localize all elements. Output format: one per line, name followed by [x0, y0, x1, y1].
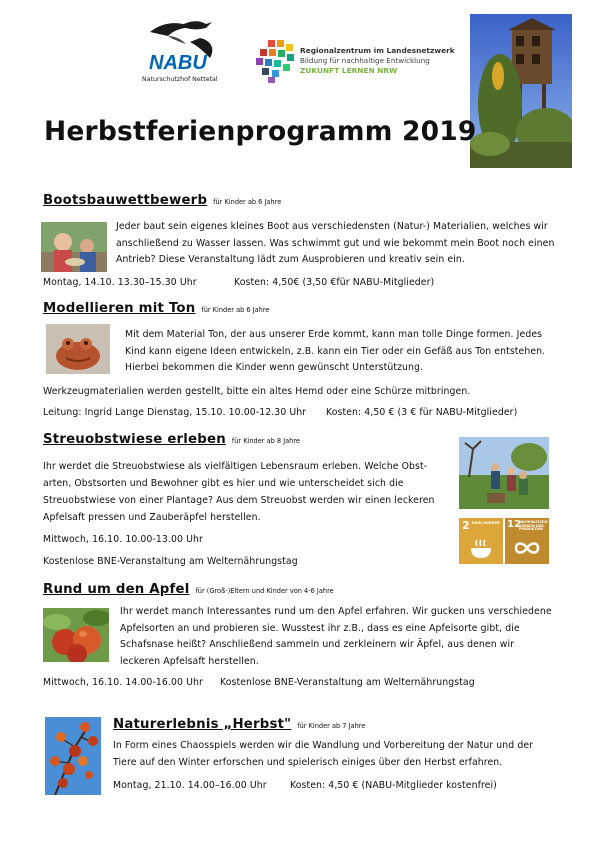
event-when: Mittwoch, 16.10. 14.00-16.00 Uhr: [43, 677, 203, 688]
infinity-icon: [513, 540, 541, 556]
event-when: Montag, 14.10. 13.30–15.30 Uhr: [43, 277, 197, 288]
mosaic-logo-icon: [254, 38, 298, 84]
event-audience: für (Groß-)Eltern und Kinder von 4-6 Jahre: [195, 587, 334, 595]
event-audience: für Kinder ab 6 Jahre: [213, 198, 282, 206]
page-title: Herbstferienprogramm 2019: [44, 116, 477, 147]
event-desc: Mit dem Material Ton, der aus unserer Erde kommt, kann man tolle Dinge formen. Jedes Kind kann eigene Ideen entwickeln, z.B. kann ein Tier oder ein Gefäß aus Ton entstehen. Hierbei bekommen die Kinder wenn gewünscht Unterstützung.: [125, 329, 546, 373]
event-cost: Kosten: 4,50 € (3 € für NABU-Mitglieder): [326, 407, 518, 418]
event-desc-line: Streuobstwiese von einer Plantage? Aus dem Streuobst werden wir einen leckeren: [43, 495, 435, 506]
bird-tower-photo: [470, 14, 572, 168]
event-audience: für Kinder ab 8 Jahre: [231, 437, 300, 445]
event-when: Montag, 21.10. 14.00–16.00 Uhr: [113, 780, 267, 791]
event-audience: für Kinder ab 7 Jahre: [297, 722, 366, 730]
event-when: Mittwoch, 16.10. 10.00-13.00 Uhr: [43, 534, 203, 545]
sdg-12-icon: [505, 518, 549, 564]
soup-bowl-icon: [469, 538, 493, 560]
sdg-number: 2: [462, 519, 470, 532]
rz-line-1: Regionalzentrum im Landesnetzwerk: [300, 46, 455, 55]
sdg-number: 12: [507, 519, 521, 530]
boat-children-photo: [41, 222, 107, 272]
event-desc: In Form eines Chaosspiels werden wir die Wandlung und Vorbereitung der Natur und der Tiere auf den Winter erforschen und spielerisch einiges über den Herbst erfahren.: [113, 740, 534, 768]
event-title-streuobstwiese: Streuobstwiese erleben für Kinder ab 8 Jahre: [43, 432, 300, 447]
sdg-label: KEIN HUNGER: [472, 521, 500, 525]
event-desc-line: Apfelsaft pressen und Zauberäpfel herstellen.: [43, 512, 261, 523]
clay-frog-photo: [46, 324, 110, 374]
event-title-ton: Modellieren mit Ton für Kinder ab 6 Jahre: [43, 301, 270, 316]
rz-line-3: ZUKUNFT LERNEN NRW: [300, 66, 398, 75]
event-title-apfel: Rund um den Apfel für (Groß-)Eltern und Kinder von 4-6 Jahre: [43, 582, 334, 597]
event-when: Leitung: Ingrid Lange Dienstag, 15.10. 10.00-12.30 Uhr: [43, 407, 307, 418]
orchard-group-photo: [459, 437, 549, 509]
event-cost: Kosten: 4,50€ (3,50 €für NABU-Mitglieder): [234, 277, 435, 288]
event-note: Werkzeugmaterialien werden gestellt, bitte ein altes Hemd oder eine Schürze mitbringen.: [43, 386, 471, 397]
event-cost: Kostenlose BNE-Veranstaltung am Welternährungstag: [220, 677, 475, 688]
sdg-2-icon: [459, 518, 503, 564]
event-cost: Kostenlose BNE-Veranstaltung am Welternährungstag: [43, 556, 298, 567]
regionalzentrum-logo: [254, 38, 454, 84]
sdg-label: NACHHALTIGE/R KONSUM UND PRODUKTION: [519, 520, 548, 532]
event-audience: für Kinder ab 6 Jahre: [201, 306, 270, 314]
event-desc-line: arten, Obstsorten und Bewohner gibt es hier und wie unterscheidet sich die: [43, 478, 404, 489]
nabu-subtitle: Naturschutzhof Nettetal: [142, 76, 218, 83]
nabu-wordmark: NABU: [149, 52, 207, 74]
event-cost: Kosten: 4,50 € (NABU-Mitglieder kostenfrei): [290, 780, 497, 791]
nabu-logo: [140, 18, 240, 90]
autumn-leaves-photo: [45, 717, 101, 795]
event-desc: Jeder baut sein eigenes kleines Boot aus verschiedensten (Natur-) Materialien, welches wir anschließend zu Wasser lassen. Was schwimmt gut und wie bekommt mein Boot noch einen Antrieb? Diese Veranstaltung lädt zum Ausprobieren und kreativ sein ein.: [116, 221, 555, 265]
event-desc-line: Ihr werdet die Streuobstwiese als vielfältigen Lebensraum erleben. Welche Obst-: [43, 461, 428, 472]
rz-line-2: Bildung für nachhaltige Entwicklung: [300, 56, 430, 65]
event-title-herbst: Naturerlebnis „Herbst" für Kinder ab 7 Jahre: [113, 717, 366, 732]
apples-photo: [43, 608, 109, 662]
event-desc: Ihr werdet manch Interessantes rund um den Apfel erfahren. Wir gucken uns verschiedene Apfelsorten an und probieren sie. Wusstest ihr z.B., dass es eine Apfelsorte gibt, die Schafsnase heißt? Anschließend sammeln und zerkleinern wir Äpfel, aus denen wir leckeren Apfelsaft herstellen.: [120, 606, 552, 667]
event-title-bootsbau: Bootsbauwettbewerb für Kinder ab 6 Jahre: [43, 193, 282, 208]
